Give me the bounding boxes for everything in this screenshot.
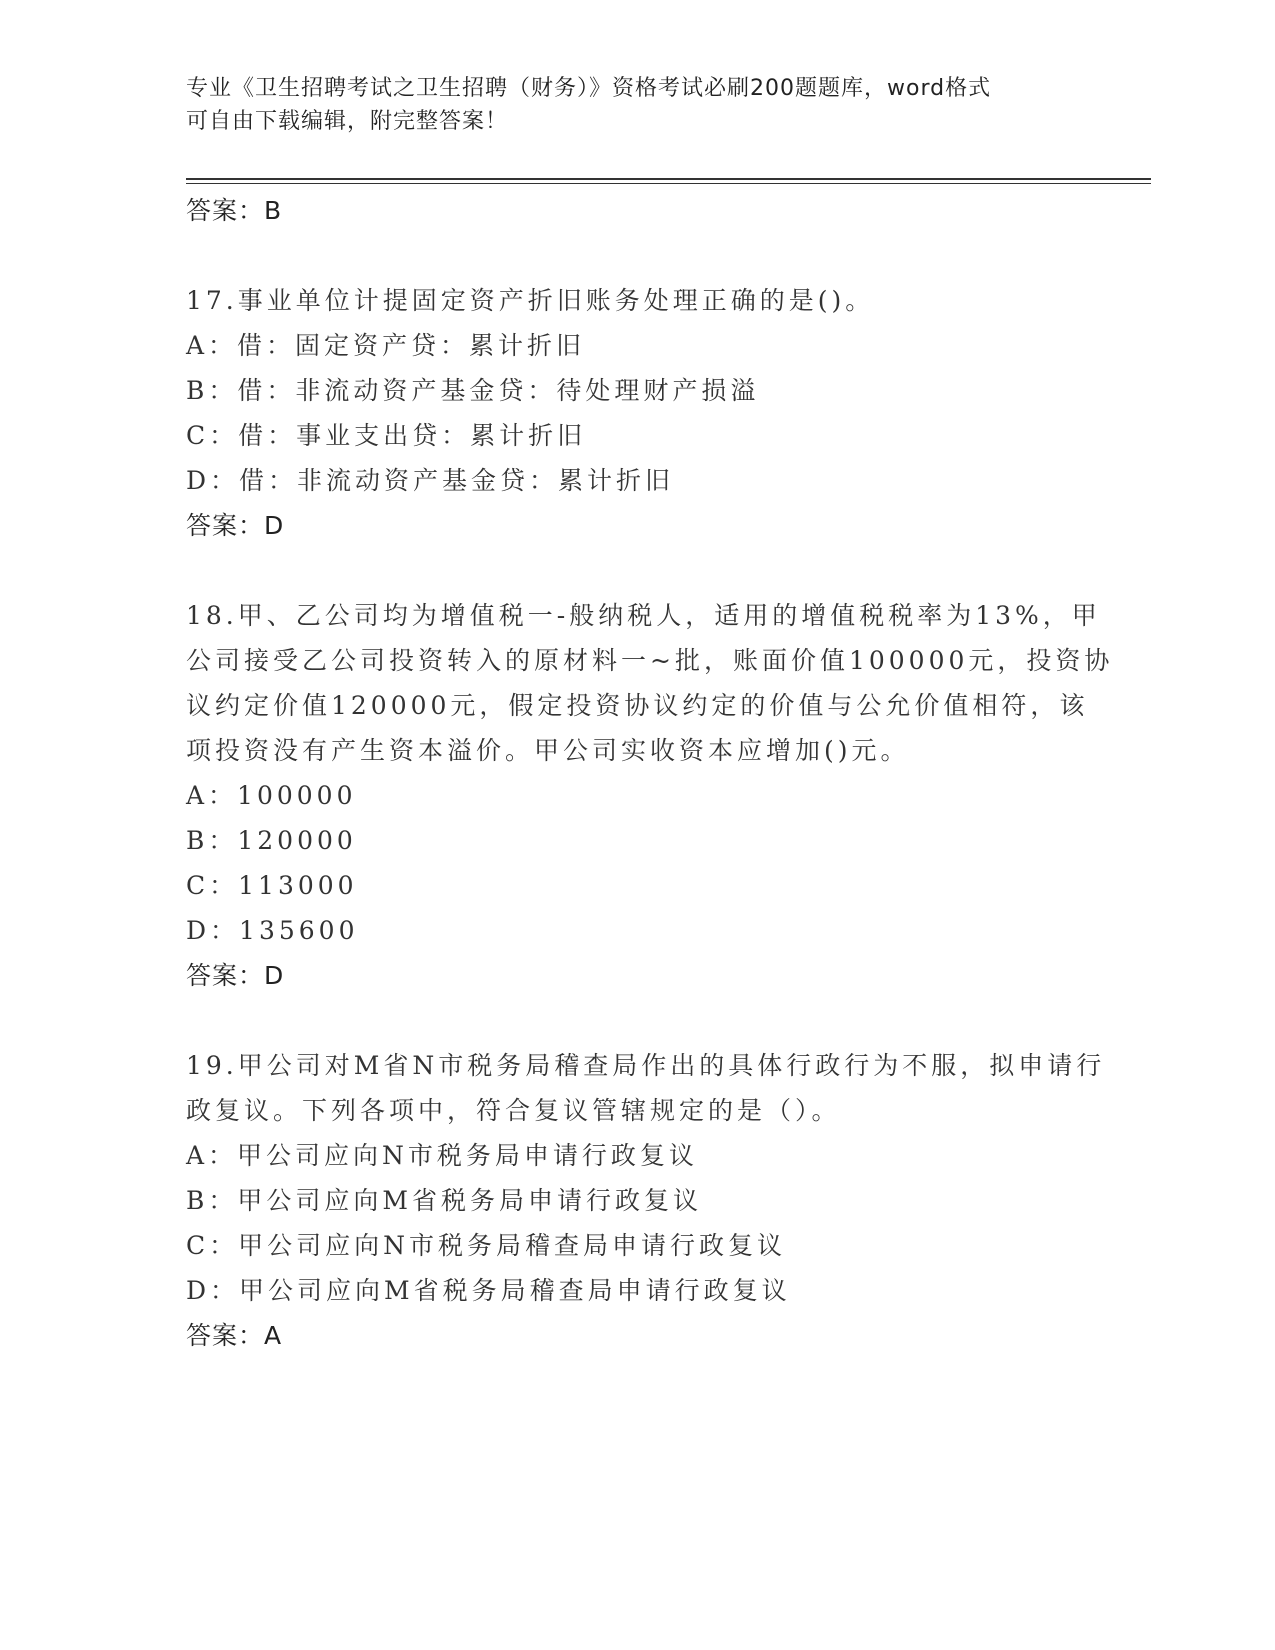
option-b: B：甲公司应向M省税务局申请行政复议	[186, 1186, 702, 1215]
previous-answer: 答案：B	[186, 196, 283, 225]
answer: 答案：A	[186, 1321, 283, 1350]
option-d: D：135600	[186, 916, 359, 945]
option-b: B：120000	[186, 826, 357, 855]
option-a: A：甲公司应向N市税务局申请行政复议	[186, 1141, 698, 1170]
answer: 答案：D	[186, 511, 285, 540]
question-list	[186, 188, 1116, 1359]
option-c: C：113000	[186, 871, 358, 900]
question-text: 19.甲公司对M省N市税务局稽查局作出的具体行政行为不服，拟申请行政复议。下列各项中，符合复议管辖规定的是（）。	[186, 1051, 1106, 1125]
question-17	[186, 278, 1116, 549]
document-header	[186, 72, 1086, 138]
header-divider-thin	[186, 183, 1151, 184]
option-a: A：100000	[186, 781, 357, 810]
option-b: B：借：非流动资产基金贷：待处理财产损溢	[186, 376, 760, 405]
option-c: C：借：事业支出贷：累计折旧	[186, 421, 587, 450]
header-divider-thick	[186, 178, 1151, 180]
header-line-2: 可自由下载编辑，附完整答案！	[186, 109, 509, 134]
answer: 答案：D	[186, 961, 285, 990]
option-d: D：借：非流动资产基金贷：累计折旧	[186, 466, 675, 495]
question-text: 17.事业单位计提固定资产折旧账务处理正确的是()。	[186, 286, 875, 315]
question-18	[186, 593, 1116, 999]
question-text: 18.甲、乙公司均为增值税一-般纳税人，适用的增值税税率为13%，甲公司接受乙公司投资转入的原材料一~批，账面价值100000元，投资协议约定价值120000元，假定投资协议约定的价值与公允价值相符，该项投资没有产生资本溢价。甲公司实收资本应增加()元。	[186, 601, 1114, 765]
option-a: A：借：固定资产贷：累计折旧	[186, 331, 586, 360]
header-line-1: 专业《卫生招聘考试之卫生招聘（财务）》资格考试必刷200题题库，word格式	[186, 76, 992, 101]
option-d: D：甲公司应向M省税务局稽查局申请行政复议	[186, 1276, 791, 1305]
option-c: C：甲公司应向N市税务局稽查局申请行政复议	[186, 1231, 787, 1260]
question-19	[186, 1043, 1116, 1359]
